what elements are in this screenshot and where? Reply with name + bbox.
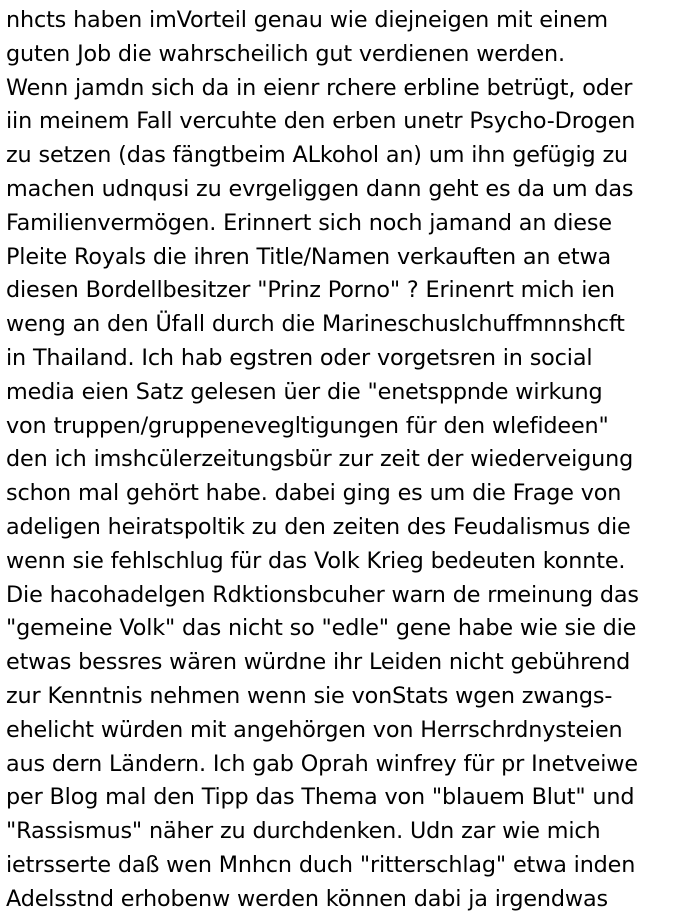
text-line: zur Kenntnis nehmen wenn sie vonStats wgen zwangs- bbox=[6, 682, 613, 709]
text-line: "Rassismus" näher zu durchdenken. Udn zar wie mich bbox=[6, 818, 601, 845]
text-line: Die hacohadelgen Rdktionsbcuher warn de rmeinung das bbox=[6, 581, 639, 608]
text-line: wenn sie fehlschlug für das Volk Krieg bedeuten konnte. bbox=[6, 547, 626, 574]
text-line: aus dern Ländern. Ich gab Oprah winfrey für pr Inetveiwe bbox=[6, 750, 638, 777]
text-line: nhcts haben imVorteil genau wie diejneigen mit einem bbox=[6, 7, 608, 33]
text-line: Familienvermögen. Erinnert sich noch jamand an diese bbox=[6, 209, 612, 236]
text-line: ietrsserte daß wen Mnhcn duch "ritterschlag" etwa inden bbox=[6, 851, 636, 878]
text-line: per Blog mal den Tipp das Thema von "blauem Blut" und bbox=[6, 784, 635, 811]
text-line: Pleite Royals die ihren Title/Namen verkauften an etwa bbox=[6, 243, 612, 270]
text-line: machen udnqusi zu evrgeliggen dann geht es da um das bbox=[6, 175, 634, 202]
document-page bbox=[6, 4, 682, 916]
text-line: diesen Bordellbesitzer "Prinz Porno" ? Erinenrt mich ien bbox=[6, 277, 615, 304]
text-line: schon mal gehört habe. dabei ging es um die Frage von bbox=[6, 480, 622, 507]
text-line: Wenn jamdn sich da in eienr rchere erbline betrügt, oder bbox=[6, 74, 633, 101]
text-line: den ich imshcülerzeitungsbür zur zeit der wiederveigung bbox=[6, 446, 634, 473]
text-line: "gemeine Volk" das nicht so "edle" gene habe wie sie die bbox=[6, 615, 637, 642]
text-line: etwas bessres wären würdne ihr Leiden nicht gebührend bbox=[6, 649, 631, 676]
text-line: ehelicht würden mit angehörgen von Herrschrdnysteien bbox=[6, 716, 623, 743]
text-line: guten Job die wahrscheilich gut verdienen werden. bbox=[6, 40, 565, 67]
text-line: von truppen/gruppenevegltigungen für den wlefideen" bbox=[6, 412, 609, 439]
text-line: zu setzen (das fängtbeim ALkohol an) um ihn gefügig zu bbox=[6, 142, 629, 169]
text-line: adeligen heiratspoltik zu den zeiten des Feudalismus die bbox=[6, 513, 631, 540]
text-line: in Thailand. Ich hab egstren oder vorgetsren in social bbox=[6, 344, 593, 371]
text-line: iin meinem Fall vercuhte den erben unetr Psycho-Drogen bbox=[6, 108, 636, 135]
text-line: weng an den Üfall durch die Marineschuslchuffmnnshcft bbox=[6, 311, 625, 338]
text-line: Adelsstnd erhobenw werden können dabi ja irgendwas bbox=[6, 885, 608, 912]
text-line: media eien Satz gelesen üer die "enetsppnde wirkung bbox=[6, 378, 603, 405]
